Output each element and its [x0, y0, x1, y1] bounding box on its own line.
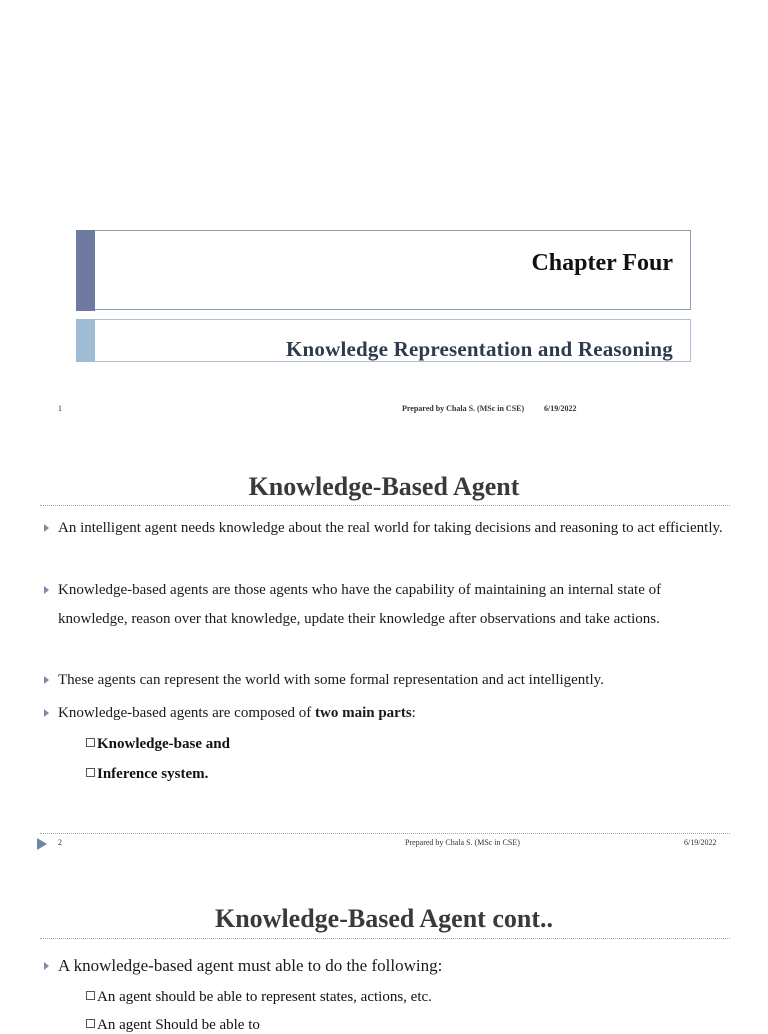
triangle-bullet-icon [44, 676, 49, 684]
heading-divider [40, 505, 730, 506]
sub-item: An agent should be able to represent states, actions, etc. [86, 989, 432, 1006]
footer-triangle-icon [37, 838, 47, 850]
square-bullet-icon [86, 738, 95, 747]
subtitle-accent-bar [76, 319, 95, 362]
triangle-bullet-icon [44, 586, 49, 594]
slide1-prepared-by: Prepared by Chala S. (MSc in CSE) [402, 404, 525, 413]
chapter-title: Chapter Four [531, 250, 673, 276]
slide3-heading: Knowledge-Based Agent cont.. [215, 904, 553, 933]
slide1-date: 6/19/2022 [544, 404, 577, 413]
triangle-bullet-icon [44, 524, 49, 532]
slide2-prepared-by: Prepared by Chala S. (MSc in CSE) [405, 838, 520, 847]
heading-divider [40, 938, 730, 939]
slide1-page-number: 1 [58, 404, 62, 413]
bullet-item: A knowledge-based agent must able to do the following: [44, 951, 724, 980]
subtitle: Knowledge Representation and Reasoning [286, 337, 673, 361]
slide2-page-number: 2 [58, 838, 62, 847]
triangle-bullet-icon [44, 709, 49, 717]
slide2-date: 6/19/2022 [684, 838, 717, 847]
triangle-bullet-icon [44, 962, 49, 970]
bullet-item: These agents can represent the world with some formal representation and act intelligently. [44, 666, 724, 695]
part-item: Knowledge-base and [86, 736, 230, 753]
slide2-heading: Knowledge-Based Agent [248, 472, 520, 501]
bullet-item: Knowledge-based agents are those agents who have the capability of maintaining an internal state of knowledge, reason over that knowledge, update their knowledge after observations and take actions. [44, 576, 724, 634]
part-item: Inference system. [86, 766, 208, 783]
square-bullet-icon [86, 768, 95, 777]
square-bullet-icon [86, 991, 95, 1000]
sub-item: An agent Should be able to [86, 1017, 260, 1034]
bullet-item: An intelligent agent needs knowledge about the real world for taking decisions and reasoning to act efficiently. [44, 514, 724, 543]
title-accent-bar [76, 230, 95, 311]
bullet-item: Knowledge-based agents are composed of two main parts: [44, 699, 724, 728]
footer-divider [40, 833, 730, 834]
